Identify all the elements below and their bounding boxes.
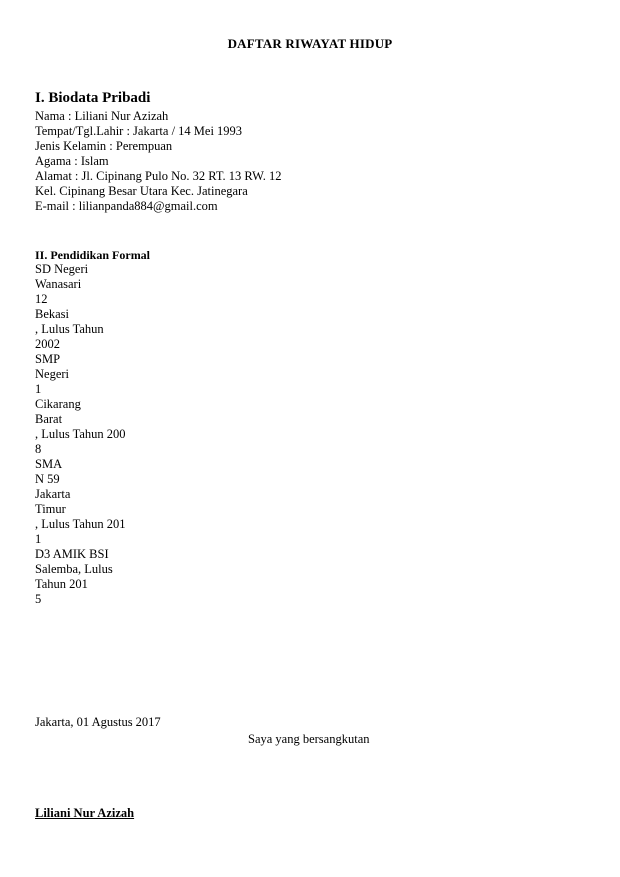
biodata-block — [35, 109, 281, 214]
education-line: 5 — [35, 592, 42, 606]
education-line: SMA — [35, 457, 63, 471]
education-line: 1 — [35, 532, 42, 546]
biodata-address-continued: Kel. Cipinang Besar Utara Kec. Jatinegara — [35, 184, 248, 198]
section-heading-education: II. Pendidikan Formal — [35, 248, 151, 262]
education-line: 8 — [35, 442, 42, 456]
education-line: Timur — [35, 502, 66, 516]
biodata-gender: Jenis Kelamin : Perempuan — [35, 139, 173, 153]
education-line: 2002 — [35, 337, 60, 351]
education-line: SD Negeri — [35, 262, 89, 276]
education-line: N 59 — [35, 472, 60, 486]
biodata-birth: Tempat/Tgl.Lahir : Jakarta / 14 Mei 1993 — [35, 124, 243, 138]
signature-name: Liliani Nur Azizah — [35, 806, 135, 820]
education-line: Tahun 201 — [35, 577, 88, 591]
section-heading-biodata: I. Biodata Pribadi — [35, 90, 151, 106]
education-line: , Lulus Tahun — [35, 322, 104, 336]
education-line: Bekasi — [35, 307, 70, 321]
education-block — [35, 262, 126, 607]
education-line: SMP — [35, 352, 61, 366]
education-line: D3 AMIK BSI — [35, 547, 109, 561]
education-line: Wanasari — [35, 277, 82, 291]
education-line: Negeri — [35, 367, 70, 381]
document-title: DAFTAR RIWAYAT HIDUP — [227, 36, 393, 51]
education-line: , Lulus Tahun 201 — [35, 517, 126, 531]
education-line: Cikarang — [35, 397, 81, 411]
education-line: Barat — [35, 412, 63, 426]
biodata-address: Alamat : Jl. Cipinang Pulo No. 32 RT. 13 RW. 12 — [35, 169, 282, 183]
education-line: 1 — [35, 382, 42, 396]
biodata-name: Nama : Liliani Nur Azizah — [35, 109, 169, 123]
education-line: 12 — [35, 292, 48, 306]
biodata-email: E-mail : lilianpanda884@gmail.com — [35, 199, 218, 213]
education-line: , Lulus Tahun 200 — [35, 427, 126, 441]
signatory-note: Saya yang bersangkutan — [248, 732, 370, 746]
education-line: Jakarta — [35, 487, 71, 501]
biodata-religion: Agama : Islam — [35, 154, 109, 168]
place-date: Jakarta, 01 Agustus 2017 — [35, 715, 161, 729]
education-line: Salemba, Lulus — [35, 562, 113, 576]
